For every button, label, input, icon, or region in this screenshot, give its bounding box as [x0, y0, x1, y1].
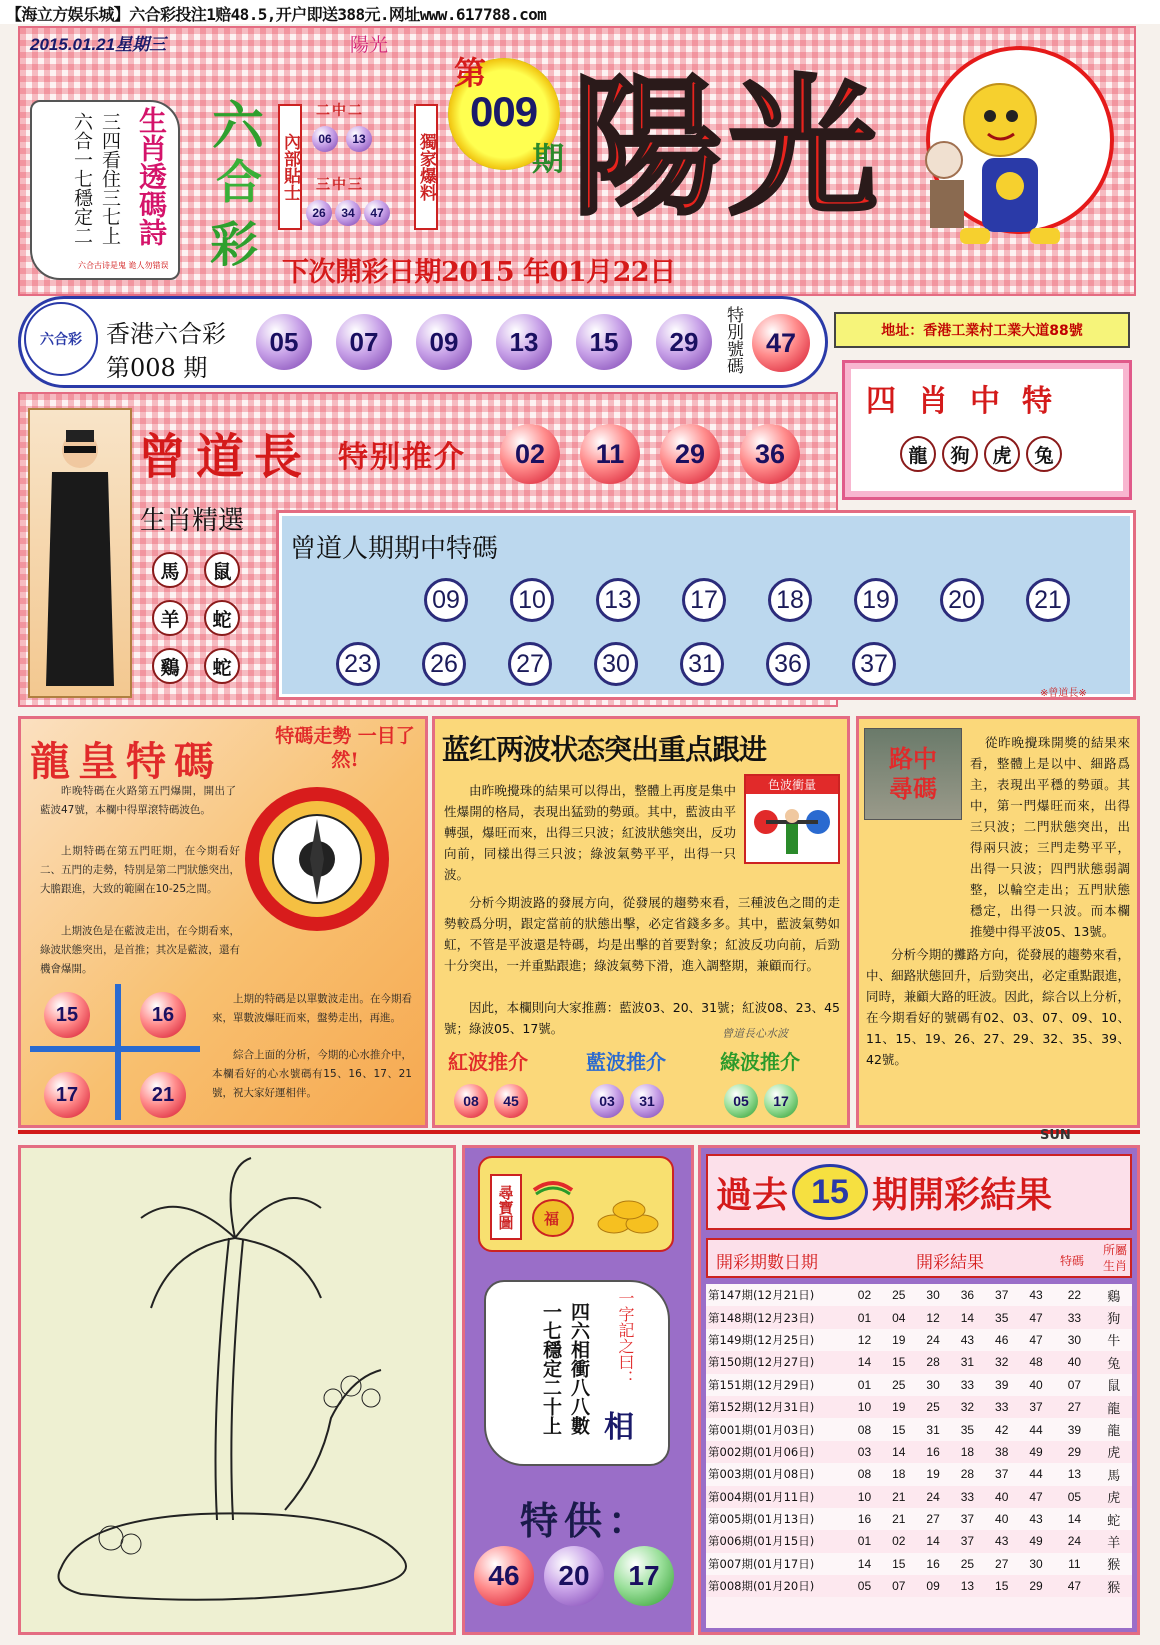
history-special-cell: 30	[1067, 1332, 1082, 1347]
history-zodiac-cell: 鼠	[1107, 1379, 1121, 1395]
dragon-ball: 21	[140, 1072, 186, 1118]
history-number-cell: 38	[995, 1444, 1009, 1459]
history-number-cell: 46	[995, 1332, 1009, 1347]
address-text: 地址：香港工業村工業大道88號	[881, 323, 1083, 339]
zeng-photo	[28, 408, 132, 698]
history-number-cell: 47	[1029, 1332, 1043, 1347]
treasure-special-label: 特供：	[520, 1498, 653, 1543]
history-special-cell: 11	[1068, 1556, 1081, 1571]
history-number-cell: 48	[1029, 1355, 1043, 1370]
history-number-cell: 36	[960, 1288, 975, 1303]
road-para-1	[866, 732, 1130, 942]
history-number-cell: 14	[960, 1310, 975, 1325]
history-number-cell: 43	[1029, 1288, 1043, 1303]
zeng-number: 36	[766, 642, 810, 686]
table-row	[706, 1351, 1132, 1373]
history-special-cell: 05	[1067, 1489, 1082, 1504]
zeng-number: 23	[336, 642, 380, 686]
history-zodiac-cell: 龍	[1107, 1424, 1121, 1440]
wave-signature: 曾道長心水波	[722, 1027, 788, 1040]
last-draw-issue: 第008 期	[106, 354, 208, 382]
history-number-cell: 44	[1029, 1467, 1043, 1482]
history-header-zodiac: 所屬生肖	[1102, 1243, 1127, 1273]
zeng-number: 30	[594, 642, 638, 686]
zeng-zodiac-6: 蛇	[204, 648, 240, 684]
wave-blue-ball: 03	[590, 1084, 624, 1118]
history-number-cell: 14	[857, 1355, 872, 1370]
history-special-cell: 13	[1067, 1467, 1082, 1482]
history-period-cell: 第004期(01月11日)	[708, 1489, 815, 1504]
history-number-cell: 43	[995, 1534, 1009, 1549]
history-number-cell: 37	[995, 1288, 1009, 1303]
four-zodiac-title: 四肖中特	[866, 384, 1074, 419]
history-number-cell: 14	[926, 1534, 940, 1549]
history-number-cell: 47	[1029, 1489, 1043, 1504]
history-number-cell: 14	[857, 1556, 872, 1571]
dragon-para-5-text: 綜合上面的分析，今期的心水推介中，本欄看好的心水號碼有15、16、17、21號，祝大家好運相伴。	[212, 1049, 412, 1099]
road-para-1-text: 從昨晚攪珠開獎的結果來看，整體上是以中、細路爲主，表現出平穩的勢頭。其中，第一門爆旺而來，出得三只波；二門狀態突出，出得兩只波；三門走勢平平，出得一只波；四門狀態弱調整，以輪空走出；五門狀態穩定，出得一只波。而本欄推變中得平波05、13號。	[970, 735, 1130, 939]
inside-tip-bottom-label: 三中三	[316, 177, 364, 193]
treasure-ball-green: 17	[614, 1546, 674, 1606]
history-header-special: 特碼	[1060, 1254, 1085, 1268]
wave-red-balls	[454, 1084, 528, 1118]
treasure-special-balls	[474, 1546, 674, 1606]
zodiac-dragon: 龍	[900, 436, 936, 472]
history-number-cell: 05	[857, 1579, 872, 1594]
table-row	[706, 1486, 1132, 1508]
zodiac-rabbit: 兔	[1026, 436, 1062, 472]
history-period-cell: 第148期(12月23日)	[708, 1310, 815, 1325]
history-table-wrap	[706, 1284, 1132, 1628]
history-number-cell: 12	[926, 1310, 940, 1325]
issue-prefix: 第	[454, 54, 487, 92]
dragon-cross-v	[115, 984, 121, 1120]
history-special-cell: 33	[1067, 1310, 1082, 1325]
history-number-cell: 16	[926, 1556, 940, 1571]
dragon-para-4-text: 上期的特碼是以單數波走出。在今期看來，單數波爆旺而來，盤勢走出，再進。	[212, 993, 412, 1024]
history-number-cell: 18	[960, 1444, 975, 1459]
dragon-ball: 17	[44, 1072, 90, 1118]
wave-blue-ball: 31	[630, 1084, 664, 1118]
dragon-para-4	[212, 990, 412, 1028]
history-number-cell: 28	[960, 1467, 975, 1482]
history-zodiac-cell: 龍	[1107, 1401, 1121, 1417]
dragon-para-2-text: 上期特碼在第五門旺期，在今期看好二、五門的走勢，特別是第二門狀態突出，大膽跟進，大致的範圍在10-25之間。	[40, 845, 240, 895]
zeng-number: 09	[424, 578, 468, 622]
history-number-cell: 15	[995, 1579, 1009, 1594]
wave-red-label: 紅波推介	[448, 1050, 528, 1074]
history-number-cell: 08	[857, 1422, 872, 1437]
history-number-cell: 37	[960, 1512, 975, 1527]
history-number-cell: 14	[892, 1444, 906, 1459]
dragon-title: 龍皇特碼	[30, 738, 222, 785]
last-draw-ball: 13	[496, 314, 552, 370]
last-draw-logo-text: 六合彩	[40, 332, 82, 348]
inside-tip-left-label: 內部貼士	[278, 104, 302, 230]
table-row	[706, 1530, 1132, 1552]
history-number-cell: 44	[1029, 1422, 1043, 1437]
history-zodiac-cell: 猴	[1107, 1558, 1121, 1574]
zeng-number: 10	[510, 578, 554, 622]
history-number-cell: 32	[995, 1355, 1009, 1370]
poem-line-1: 三四看住三七上	[99, 112, 121, 245]
sun-mark: SUN	[1040, 1128, 1071, 1143]
treasure-scroll-line-1: 四六相衝八八數	[568, 1302, 590, 1435]
inside-tip-box	[280, 92, 440, 242]
history-special-cell: 40	[1067, 1355, 1082, 1370]
history-number-cell: 21	[892, 1512, 906, 1527]
zeng-rec-ball: 11	[580, 424, 640, 484]
last-draw-ball: 07	[336, 314, 392, 370]
brand-vertical	[206, 84, 276, 274]
zeng-rec-balls	[500, 424, 800, 484]
road-para-2	[866, 944, 1130, 1070]
history-period-cell: 第002期(01月06日)	[708, 1444, 815, 1459]
wave-para-2	[444, 892, 840, 976]
address-bar	[834, 312, 1130, 348]
history-special-cell: 39	[1067, 1422, 1082, 1437]
history-number-cell: 25	[926, 1400, 940, 1415]
history-period-cell: 第150期(12月27日)	[708, 1355, 815, 1370]
history-title-num: 15	[792, 1164, 868, 1220]
history-period-cell: 第151期(12月29日)	[708, 1377, 815, 1392]
table-row	[706, 1441, 1132, 1463]
inside-tip-top-balls	[312, 126, 372, 152]
dragon-compass	[242, 784, 392, 934]
road-title: 路中尋碼	[889, 744, 937, 803]
history-period-cell: 第149期(12月25日)	[708, 1332, 815, 1347]
history-zodiac-cell: 兔	[1107, 1356, 1121, 1372]
history-number-cell: 15	[892, 1355, 906, 1370]
history-number-cell: 02	[892, 1534, 906, 1549]
masthead-title: 陽光	[572, 60, 885, 236]
history-number-cell: 32	[960, 1400, 975, 1415]
treasure-map-label: 尋寶圖	[490, 1174, 522, 1240]
brand-char-2: 合	[216, 155, 262, 209]
zeng-number: 13	[596, 578, 640, 622]
zeng-rec-ball: 02	[500, 424, 560, 484]
history-zodiac-cell: 牛	[1107, 1334, 1121, 1350]
history-number-cell: 01	[857, 1377, 872, 1392]
inside-tip-top-label: 二中二	[316, 103, 364, 119]
zeng-number: 21	[1026, 578, 1070, 622]
table-row	[706, 1374, 1132, 1396]
history-period-cell: 第007期(01月17日)	[708, 1556, 815, 1571]
history-title-box	[706, 1154, 1132, 1230]
history-special-cell: 47	[1067, 1579, 1082, 1594]
table-row	[706, 1306, 1132, 1328]
history-number-cell: 04	[892, 1310, 906, 1325]
treasure-ball-purple: 20	[544, 1546, 604, 1606]
inside-tip-ball: 26	[306, 200, 332, 226]
wave-red-ball: 45	[494, 1084, 528, 1118]
inside-tip-right-label: 獨家爆料	[414, 104, 438, 230]
last-draw-ball: 05	[256, 314, 312, 370]
zeng-zodiac-3: 羊	[152, 600, 188, 636]
zeng-number: 17	[682, 578, 726, 622]
history-special-cell: 29	[1067, 1444, 1082, 1459]
zeng-number: 27	[508, 642, 552, 686]
wave-badge	[744, 774, 840, 864]
history-number-cell: 24	[926, 1332, 940, 1347]
zeng-zodiac-2: 鼠	[204, 552, 240, 588]
history-special-cell: 27	[1067, 1400, 1082, 1415]
zeng-number: 18	[768, 578, 812, 622]
dragon-para-1	[40, 782, 236, 820]
wave-blue-balls	[590, 1084, 664, 1118]
history-period-cell: 第008期(01月20日)	[708, 1579, 815, 1594]
history-number-cell: 42	[995, 1422, 1009, 1437]
treasure-ball-red: 46	[474, 1546, 534, 1606]
history-number-cell: 01	[857, 1534, 872, 1549]
inside-tip-ball: 13	[346, 126, 372, 152]
gold-ingot-icon	[596, 1194, 662, 1236]
history-zodiac-cell: 虎	[1107, 1491, 1121, 1507]
table-row	[706, 1418, 1132, 1440]
history-title-post: 期開彩結果	[872, 1173, 1053, 1216]
history-number-cell: 33	[960, 1377, 975, 1392]
history-number-cell: 10	[857, 1400, 872, 1415]
table-row	[706, 1396, 1132, 1418]
history-number-cell: 49	[1029, 1444, 1043, 1459]
zeng-panel-title: 曾道人期期中特碼	[290, 534, 499, 564]
history-number-cell: 19	[892, 1332, 906, 1347]
inside-tip-ball: 34	[335, 200, 361, 226]
header-date: 2015.01.21星期三	[30, 35, 167, 54]
zeng-rec-label: 特别推介	[338, 440, 466, 475]
history-number-cell: 27	[995, 1556, 1009, 1571]
zeng-number: 31	[680, 642, 724, 686]
history-number-cell: 03	[857, 1444, 872, 1459]
last-draw-logo	[24, 302, 98, 376]
history-number-cell: 16	[926, 1444, 940, 1459]
history-number-cell: 30	[1029, 1556, 1043, 1571]
history-number-cell: 43	[1029, 1512, 1043, 1527]
treasure-one-word: 相	[604, 1410, 634, 1445]
last-draw-balls	[256, 314, 712, 370]
header-paper-name-small: 陽光	[350, 34, 389, 56]
zeng-zodiac-1: 馬	[152, 552, 188, 588]
history-number-cell: 01	[857, 1310, 872, 1325]
zeng-number: 37	[852, 642, 896, 686]
table-row	[706, 1508, 1132, 1530]
table-row	[706, 1575, 1132, 1597]
history-number-cell: 29	[1029, 1579, 1043, 1594]
history-number-cell: 40	[995, 1512, 1009, 1527]
table-row	[706, 1329, 1132, 1351]
wave-green-ball: 05	[724, 1084, 758, 1118]
zeng-rec-ball: 36	[740, 424, 800, 484]
history-period-cell: 第147期(12月21日)	[708, 1288, 815, 1303]
treasure-scroll-line-2: 一七穩定二十上	[540, 1302, 562, 1435]
treasure-one-word-label: 一字記之曰：	[616, 1290, 635, 1386]
history-number-cell: 28	[926, 1355, 940, 1370]
wave-para-1	[444, 780, 736, 885]
zeng-zodiac-title: 生肖精選	[140, 506, 245, 536]
poem-footer: 六合古诗是鬼 诡人勿错误	[78, 261, 169, 270]
issue-suffix: 期	[532, 140, 565, 178]
history-number-cell: 25	[960, 1556, 975, 1571]
wave-green-label: 綠波推介	[720, 1050, 800, 1074]
sun-divider	[18, 1130, 1140, 1134]
history-special-cell: 07	[1067, 1377, 1082, 1392]
inside-tip-ball: 06	[312, 126, 338, 152]
wave-para-3-text: 因此，本欄則向大家推薦：藍波03、20、31號；紅波08、23、45號；綠波05、17號。	[444, 1000, 840, 1036]
wave-para-2-text: 分析今期波路的發展方向，從發展的趨勢來看，三種波色之間的走勢較爲分明，跟定當前的狀態出擊，必定省錢多多。其中，藍波氣勢如虹，不管是平波還是特碼，均是出擊的首要對象；紅波反功向前，后勁十分突出，一并重點跟進；綠波氣勢下滑，進入調整期，兼顧而行。	[444, 895, 840, 973]
history-header-row	[706, 1238, 1132, 1278]
dragon-para-2	[40, 842, 240, 899]
poem-title: 生肖透碼詩	[135, 106, 168, 246]
zeng-rec-ball: 29	[660, 424, 720, 484]
zeng-credit: ※曾道長※	[1040, 688, 1087, 699]
history-number-cell: 40	[995, 1489, 1009, 1504]
history-header-period: 開彩期數日期	[716, 1253, 818, 1273]
mascot-illustration	[920, 40, 1130, 270]
history-period-cell: 第003期(01月08日)	[708, 1467, 815, 1482]
palm-tree-illustration	[21, 1148, 453, 1632]
table-row	[706, 1284, 1132, 1306]
history-zodiac-cell: 狗	[1107, 1312, 1121, 1328]
history-number-cell: 49	[1029, 1534, 1043, 1549]
wave-red-ball: 08	[454, 1084, 488, 1118]
zeng-zodiac-5: 鷄	[152, 648, 188, 684]
history-number-cell: 25	[892, 1288, 906, 1303]
zodiac-dog: 狗	[942, 436, 978, 472]
wave-para-1-text: 由昨晚攪珠的結果可以得出，整體上再度是集中性爆開的格局，表現出猛勁的勢頭。其中，藍波由平轉强，爆旺而來，出得三只波；紅波狀態突出，反功向前，同樣出得三只波；綠波氣勢平平，出得一只波。	[444, 783, 736, 882]
zeng-number: 26	[422, 642, 466, 686]
wave-badge-text: 色波衝量	[746, 776, 838, 794]
history-zodiac-cell: 鷄	[1107, 1289, 1121, 1305]
treasure-bowl	[530, 1180, 576, 1240]
issue-number: 009	[470, 88, 538, 135]
dragon-para-5	[212, 1046, 412, 1103]
history-zodiac-cell: 虎	[1107, 1446, 1121, 1462]
history-title-pre: 過去	[716, 1173, 789, 1216]
wave-blue-label: 藍波推介	[586, 1050, 666, 1074]
dragon-ball: 15	[44, 992, 90, 1038]
history-number-cell: 30	[926, 1377, 940, 1392]
history-number-cell: 02	[857, 1288, 872, 1303]
history-number-cell: 07	[892, 1579, 906, 1594]
history-zodiac-cell: 羊	[1107, 1535, 1121, 1551]
dragon-para-3-text: 上期波色是在藍波走出，在今期看來，綠波狀態突出，是首推；其次是藍波，還有機會爆開。	[40, 925, 240, 975]
dragon-trend: 特碼走勢 一目了然!	[275, 725, 415, 771]
history-number-cell: 19	[926, 1467, 940, 1482]
history-number-cell: 12	[857, 1332, 872, 1347]
history-number-cell: 19	[892, 1400, 906, 1415]
history-number-cell: 09	[926, 1579, 940, 1594]
last-draw-ball: 09	[416, 314, 472, 370]
inside-tip-bottom-balls	[306, 200, 390, 226]
history-header-result: 開彩結果	[916, 1253, 984, 1273]
history-number-cell: 13	[960, 1579, 975, 1594]
history-period-cell: 第001期(01月03日)	[708, 1422, 815, 1437]
wave-green-balls	[724, 1084, 798, 1118]
zeng-zodiac-grid	[152, 552, 244, 684]
history-number-cell: 35	[960, 1422, 975, 1437]
history-number-cell: 08	[857, 1467, 872, 1482]
history-number-cell: 37	[995, 1467, 1009, 1482]
history-number-cell: 21	[892, 1489, 906, 1504]
history-number-cell: 33	[995, 1400, 1009, 1415]
history-zodiac-cell: 馬	[1107, 1468, 1121, 1484]
history-zodiac-cell: 猴	[1107, 1580, 1121, 1596]
four-zodiac-animals	[900, 436, 1062, 472]
history-number-cell: 33	[960, 1489, 975, 1504]
history-number-cell: 47	[1029, 1310, 1043, 1325]
history-number-cell: 30	[926, 1288, 940, 1303]
zodiac-tiger: 虎	[984, 436, 1020, 472]
history-number-cell: 10	[857, 1489, 872, 1504]
top-banner-text: 【海立方娱乐城】六合彩投注1赔48.5,开户即送388元.网址www.617788.com	[6, 5, 547, 24]
history-special-cell: 22	[1067, 1288, 1082, 1303]
zeng-zodiac-4: 蛇	[204, 600, 240, 636]
history-number-cell: 31	[926, 1422, 940, 1437]
brand-char-3: 彩	[210, 217, 259, 273]
history-number-cell: 15	[892, 1422, 906, 1437]
treasure-bowl-char: 福	[544, 1210, 560, 1228]
last-draw-ball: 29	[656, 314, 712, 370]
history-special-cell: 14	[1067, 1512, 1082, 1527]
history-number-cell: 15	[892, 1556, 906, 1571]
wave-title: 蓝红两波状态突出重点跟进	[442, 733, 767, 766]
road-para-2-text: 分析今期的攤路方向，從發展的趨勢來看，中、細路狀態回升，后勁突出，必定重點跟進，同時，兼顧大路的旺波。因此，綜合以上分析，在今期看好的號碼有02、03、07、09、10、11、15、19、26、27、29、32、35、39、42號。	[866, 947, 1130, 1067]
history-number-cell: 37	[960, 1534, 975, 1549]
poem-line-2: 六合一七穩定二	[71, 112, 93, 245]
zeng-name: 曾道長	[138, 429, 313, 485]
history-table	[706, 1284, 1132, 1597]
history-number-cell: 39	[995, 1377, 1009, 1392]
zeng-number: 19	[854, 578, 898, 622]
dragon-para-1-text: 昨晚特碼在火路第五門爆開，開出了藍波47號，本欄中得單滾特碼波色。	[40, 785, 236, 816]
history-number-cell: 43	[960, 1332, 975, 1347]
history-number-cell: 24	[926, 1489, 940, 1504]
wave-green-ball: 17	[764, 1084, 798, 1118]
last-draw-special-label: 特別號碼	[723, 306, 743, 374]
history-zodiac-cell: 蛇	[1107, 1513, 1121, 1529]
history-number-cell: 27	[926, 1512, 940, 1527]
zeng-number: 20	[940, 578, 984, 622]
dragon-ball: 16	[140, 992, 186, 1038]
zeng-row-2	[336, 642, 896, 686]
history-special-cell: 24	[1067, 1534, 1082, 1549]
table-row	[706, 1463, 1132, 1485]
history-period-cell: 第152期(12月31日)	[708, 1400, 815, 1415]
history-number-cell: 40	[1029, 1377, 1043, 1392]
history-number-cell: 18	[892, 1467, 906, 1482]
tree-drawing-panel	[18, 1145, 456, 1635]
history-period-cell: 第005期(01月13日)	[708, 1512, 815, 1527]
last-draw-special-ball: 47	[752, 314, 810, 372]
last-draw-ball: 15	[576, 314, 632, 370]
history-number-cell: 37	[1029, 1400, 1043, 1415]
inside-tip-ball: 47	[364, 200, 390, 226]
dragon-para-3	[40, 922, 240, 979]
last-draw-name: 香港六合彩	[106, 320, 226, 348]
zeng-row-1	[424, 578, 1070, 622]
next-draw-date: 下次開彩日期2015 年01月22日	[282, 257, 676, 288]
table-row	[706, 1553, 1132, 1575]
history-number-cell: 25	[892, 1377, 906, 1392]
history-period-cell: 第006期(01月15日)	[708, 1534, 815, 1549]
history-number-cell: 16	[857, 1512, 872, 1527]
top-banner	[0, 0, 1160, 24]
brand-char-1: 六	[212, 96, 265, 157]
history-number-cell: 35	[995, 1310, 1009, 1325]
history-number-cell: 31	[960, 1355, 975, 1370]
